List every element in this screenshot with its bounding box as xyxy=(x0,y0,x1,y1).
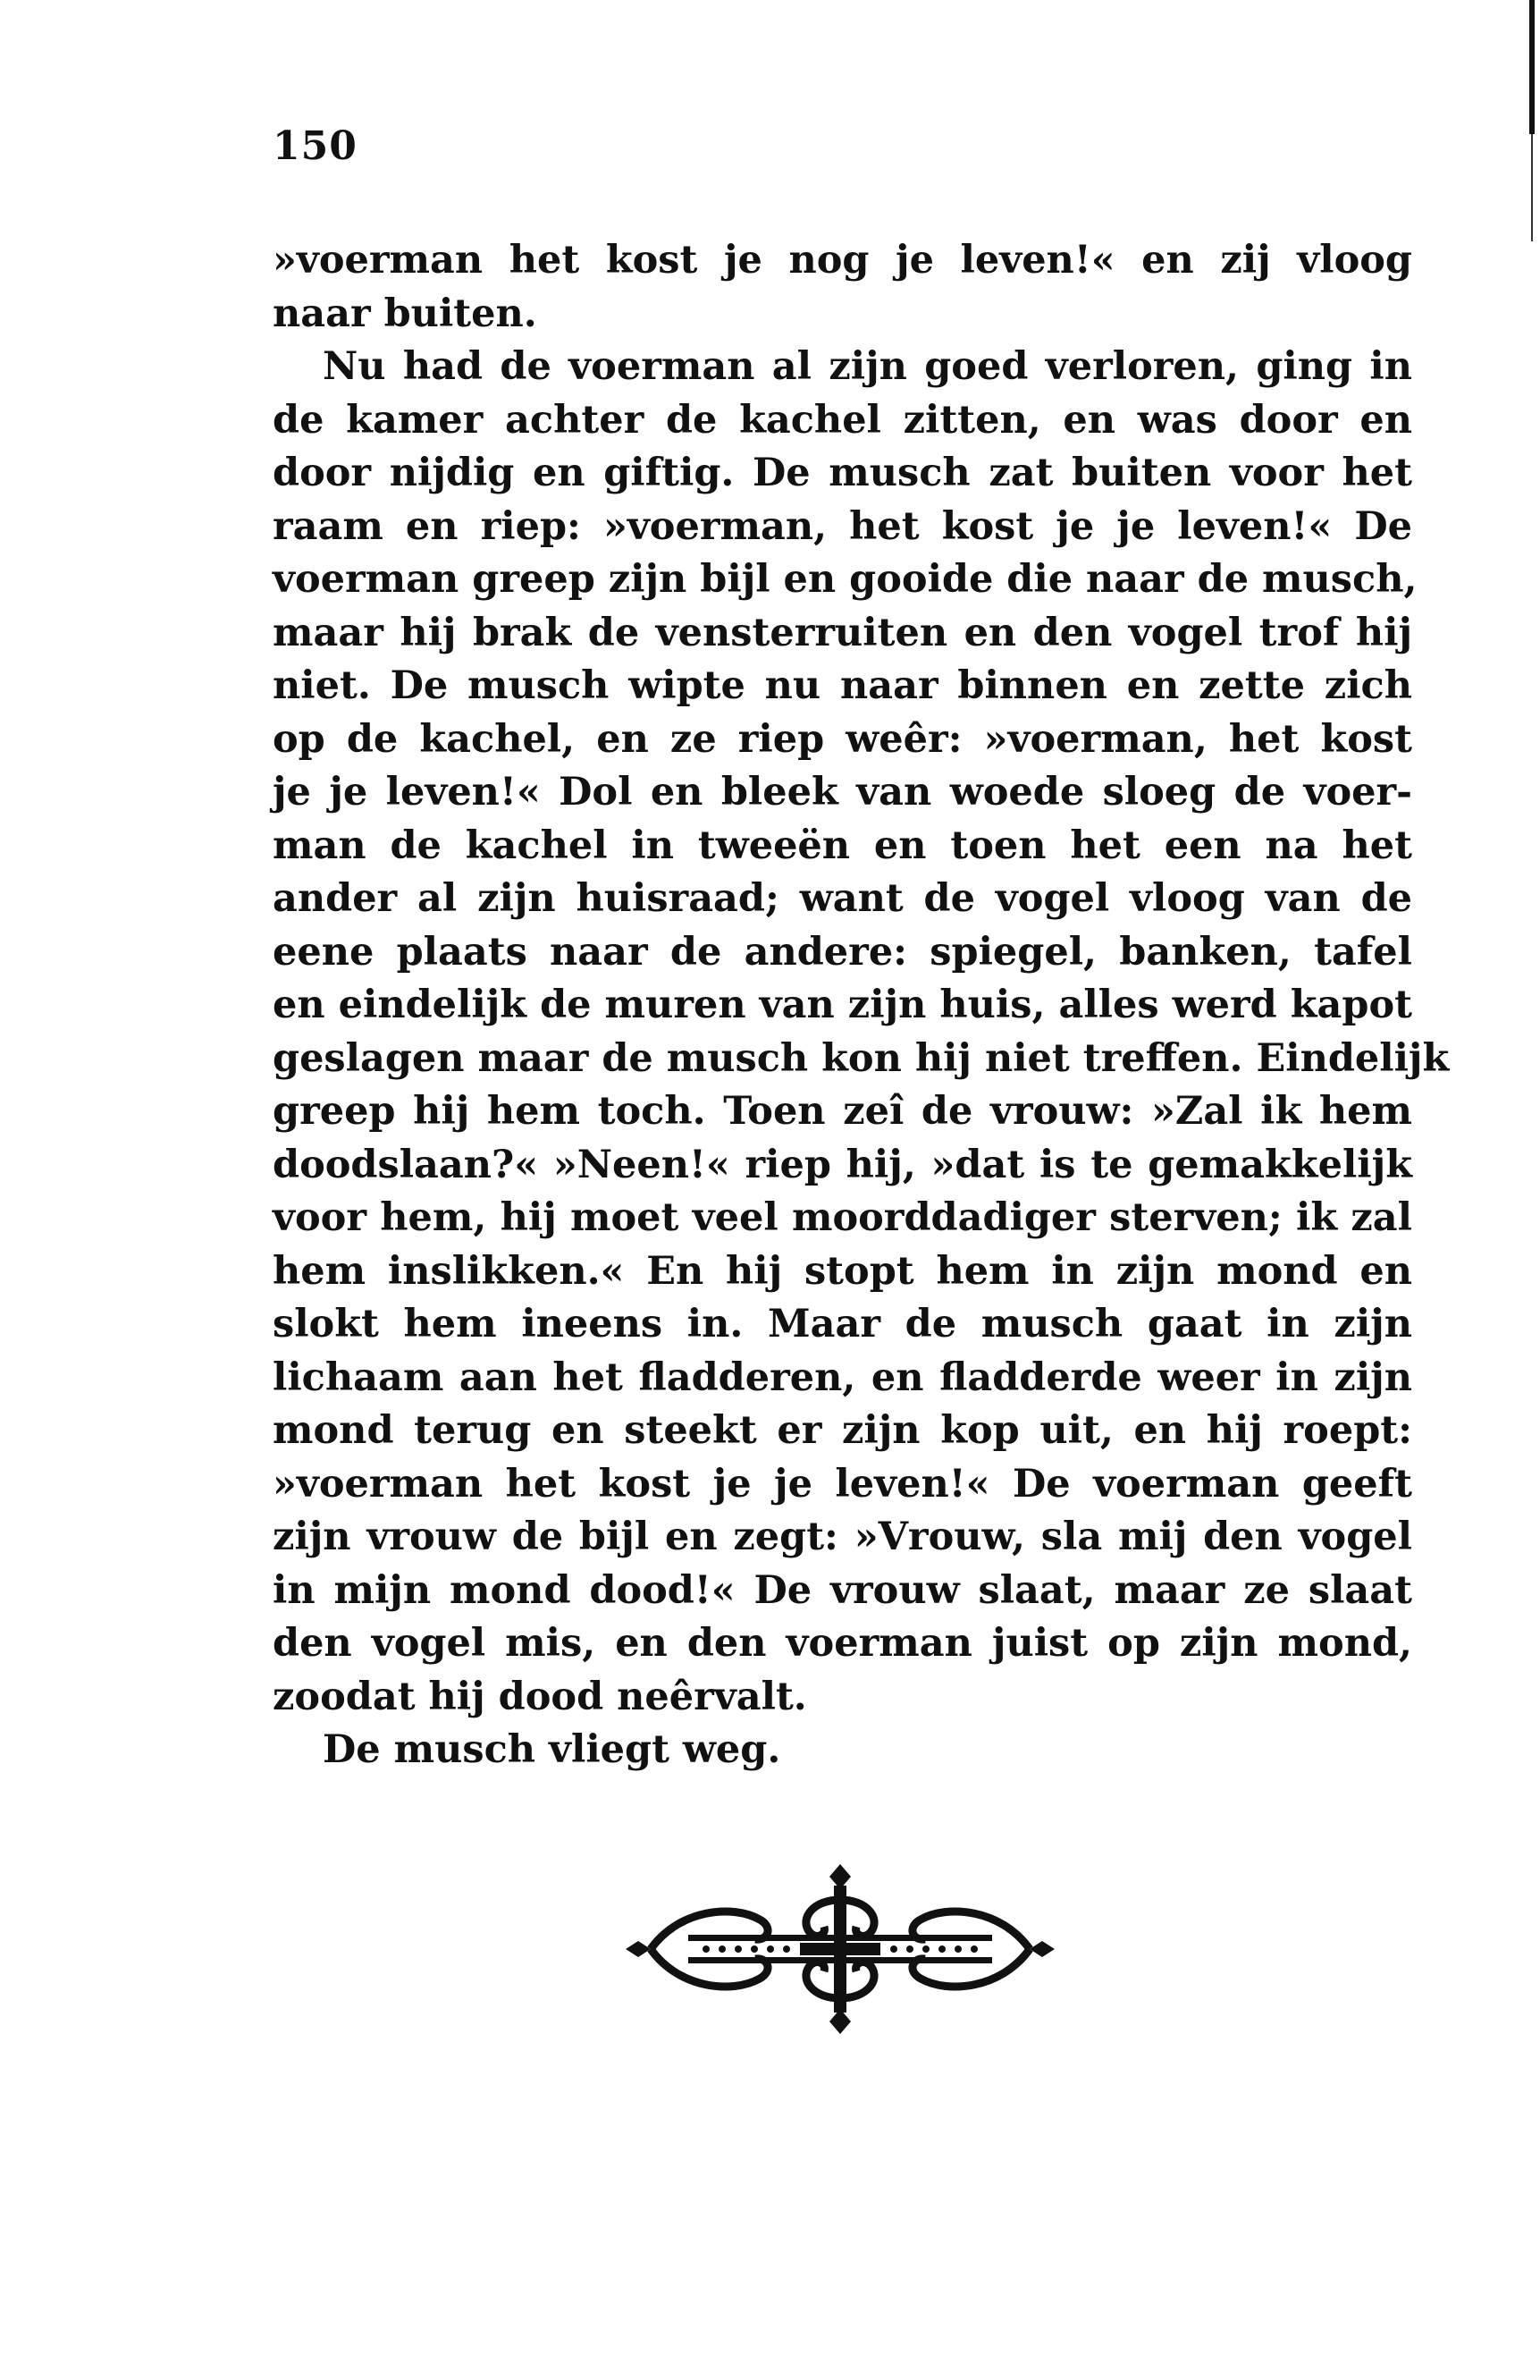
text-line: voerman greep zijn bijl en gooide die naar de musch, xyxy=(273,557,1418,602)
text-line: hem inslikken.« En hij stopt hem in zijn mond en xyxy=(273,1248,1412,1294)
text-line: maar hij brak de vensterruiten en den vogel trof hij xyxy=(273,610,1412,655)
text-line: niet. De musch wipte nu naar binnen en zette zich xyxy=(273,663,1412,708)
page-edge-mark xyxy=(1529,0,1535,134)
text-line: en eindelijk de muren van zijn huis, alles werd kapot xyxy=(273,983,1412,1027)
text-line: de kamer achter de kachel zitten, en was door en xyxy=(273,397,1412,443)
text-line: op de kachel, en ze riep weêr: »voerman, het kost xyxy=(273,716,1412,762)
text-line: »voerman het kost je nog je leven!« en zij vloog xyxy=(273,238,1412,283)
body-text xyxy=(273,234,1450,1777)
text-line: lichaam aan het fladderen, en fladderde weer in zijn xyxy=(273,1355,1412,1400)
text-line: geslagen maar de musch kon hij niet treffen. Eindelijk xyxy=(273,1035,1450,1081)
text-line: in mijn mond dood!« De vrouw slaat, maar ze slaat xyxy=(273,1567,1412,1613)
text-line: man de kachel in tweeën en toen het een na het xyxy=(273,823,1412,868)
text-line: doodslaan?« »Neen!« riep hij, »dat is te gemakkelijk xyxy=(273,1142,1412,1187)
text-line: eene plaats naar de andere: spiegel, banken, tafel xyxy=(273,929,1412,975)
text-line: ander al zijn huisraad; want de vogel vloog van de xyxy=(273,876,1412,921)
text-line: mond terug en steekt er zijn kop uit, en hij roept: xyxy=(273,1408,1412,1453)
text-line: door nijdig en giftig. De musch zat buiten voor het xyxy=(273,451,1412,495)
text-line: raam en riep: »voerman, het kost je je leven!« De xyxy=(273,503,1412,549)
text-line: voor hem, hij moet veel moorddadiger sterven; ik zal xyxy=(273,1195,1412,1240)
text-line: zijn vrouw de bijl en zegt: »Vrouw, sla mij den vogel xyxy=(273,1515,1412,1559)
text-line: zoodat hij dood neêrvalt. xyxy=(273,1674,807,1719)
page-edge-mark-thin xyxy=(1531,134,1533,241)
text-line: den vogel mis, en den voerman juist op zijn mond, xyxy=(273,1621,1412,1666)
text-line: Nu had de voerman al zijn goed verloren, ging in xyxy=(323,344,1412,389)
text-line: »voerman het kost je je leven!« De voerman geeft xyxy=(273,1461,1412,1506)
text-line: greep hij hem toch. Toen zeî de vrouw: »Zal ik hem xyxy=(273,1089,1412,1134)
text-line: naar buiten. xyxy=(273,291,537,336)
decorative-fleuron-icon xyxy=(626,1864,1055,2034)
page-number: 150 xyxy=(273,123,358,169)
text-line: slokt hem ineens in. Maar de musch gaat in zijn xyxy=(273,1302,1412,1346)
text-line: De musch vliegt weg. xyxy=(323,1727,781,1772)
text-line: je je leven!« Dol en bleek van woede sloeg de voer- xyxy=(273,770,1412,814)
